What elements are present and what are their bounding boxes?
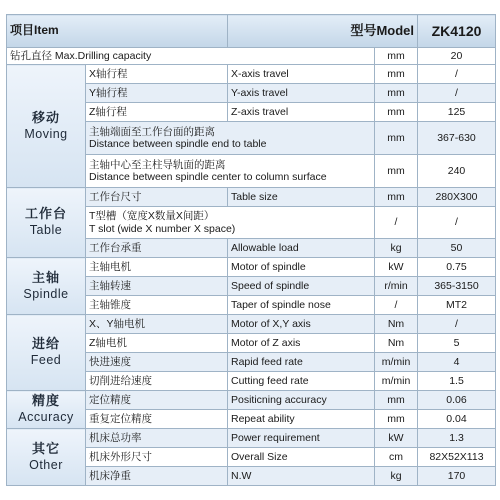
row-label-en: Z-axis travel (228, 103, 375, 122)
group-label-zh: 其它 (31, 440, 60, 456)
row-label-en: X-axis travel (228, 65, 375, 84)
row-label-zh: Z轴行程 (86, 103, 228, 122)
row-unit: mm (375, 122, 418, 155)
group-label-en: Feed (30, 353, 62, 368)
group-label-en: Moving (24, 126, 68, 141)
header-model-value: ZK4120 (418, 15, 496, 48)
row-label-zh: 主轴电机 (86, 258, 228, 277)
group-feed (7, 315, 86, 391)
row-unit: mm (375, 103, 418, 122)
row-value: / (418, 207, 496, 239)
row-label-en: Y-axis travel (228, 84, 375, 103)
row-unit: kW (375, 258, 418, 277)
group-label-zh: 移动 (31, 109, 60, 125)
row-label-zh: 机床外形尺寸 (86, 448, 228, 467)
row-unit: mm (375, 84, 418, 103)
row-label-zh: 快进速度 (86, 353, 228, 372)
row-unit: cm (375, 448, 418, 467)
row-unit: m/min (375, 372, 418, 391)
group-label-en: Other (29, 457, 63, 472)
row-unit: mm (375, 188, 418, 207)
row-label-zh: 主轴转速 (86, 277, 228, 296)
row-label-en: Cutting feed rate (228, 372, 375, 391)
row-label-en: T slot (wide X number X space) (89, 222, 236, 235)
row-value: 1.5 (418, 372, 496, 391)
row-label-en: Power requirement (228, 429, 375, 448)
row-unit: / (375, 207, 418, 239)
row-label-zh: 工作台尺寸 (86, 188, 228, 207)
row-label-en: Motor of spindle (228, 258, 375, 277)
row-label-en: Distance between spindle end to table (89, 138, 267, 150)
group-table (7, 188, 86, 258)
table-row (7, 315, 496, 334)
row-label-zh: Y轴行程 (86, 84, 228, 103)
row-unit: Nm (375, 315, 418, 334)
row-value: 50 (418, 239, 496, 258)
row-unit: kg (375, 239, 418, 258)
row-description (86, 207, 375, 239)
row-unit: kg (375, 467, 418, 486)
row-unit: mm (375, 391, 418, 410)
table-row (7, 258, 496, 277)
row-label-en: Rapid feed rate (228, 353, 375, 372)
row-label-zh: T型槽（宽度X数量X间距） (89, 210, 215, 223)
group-label-en: Spindle (23, 286, 69, 301)
row-label-en: Motor of X,Y axis (228, 315, 375, 334)
row-value: 280X300 (418, 188, 496, 207)
row-value: 82X52X113 (418, 448, 496, 467)
row-value: / (418, 65, 496, 84)
row-unit: r/min (375, 277, 418, 296)
row-label-en: Repeat ability (228, 410, 375, 429)
group-label-zh: 主轴 (31, 269, 60, 285)
row-label-zh: 重复定位精度 (86, 410, 228, 429)
table-row (7, 429, 496, 448)
row-label-en: Speed of spindle (228, 277, 375, 296)
row-label-zh: 主轴锥度 (86, 296, 228, 315)
row-unit: mm (375, 65, 418, 84)
group-label-zh: 精度 (31, 393, 60, 409)
row-value: 1.3 (418, 429, 496, 448)
row-label-zh: 定位精度 (86, 391, 228, 410)
row-value: 240 (418, 155, 496, 188)
row-value: 0.06 (418, 391, 496, 410)
row-label-zh: 工作台承重 (86, 239, 228, 258)
table-row (7, 391, 496, 410)
row-label-en: Allowable load (228, 239, 375, 258)
row-unit: mm (375, 410, 418, 429)
row-value: 4 (418, 353, 496, 372)
row-value: / (418, 315, 496, 334)
group-moving (7, 65, 86, 188)
row-description (86, 155, 375, 188)
row-description (86, 122, 375, 155)
row-label-zh: 机床净重 (86, 467, 228, 486)
row-label-zh: 主轴端面至工作台面的距离 (89, 125, 215, 138)
row-label-zh: 机床总功率 (86, 429, 228, 448)
row-value: 0.75 (418, 258, 496, 277)
row-value: 125 (418, 103, 496, 122)
row-label-en: Taper of spindle nose (228, 296, 375, 315)
header-item-label: 项目Item (7, 15, 228, 48)
group-label-en: Table (29, 223, 63, 238)
row-unit: / (375, 296, 418, 315)
table-row (7, 188, 496, 207)
header-model-label: 型号Model (228, 15, 418, 48)
row-label-zh: Z轴电机 (86, 334, 228, 353)
row-value: 365-3150 (418, 277, 496, 296)
row-label-en: Table size (228, 188, 375, 207)
row-unit: kW (375, 429, 418, 448)
group-spindle (7, 258, 86, 315)
spec-table (6, 14, 496, 486)
group-label-en: Accuracy (18, 410, 74, 425)
row-value: / (418, 84, 496, 103)
row-label-en: Motor of Z axis (228, 334, 375, 353)
row-unit: mm (375, 155, 418, 188)
group-other (7, 429, 86, 486)
row-value: 170 (418, 467, 496, 486)
row-label-zh: 切削进给速度 (86, 372, 228, 391)
row-description: 钻孔直径 Max.Drilling capacity (7, 48, 375, 65)
row-unit: m/min (375, 353, 418, 372)
group-label-zh: 工作台 (24, 206, 67, 222)
table-header-row (7, 15, 496, 48)
group-label-zh: 进给 (31, 336, 60, 352)
row-label-en: Overall Size (228, 448, 375, 467)
row-value: MT2 (418, 296, 496, 315)
group-accuracy (7, 391, 86, 429)
row-value: 20 (418, 48, 496, 65)
row-label-en: N.W (228, 467, 375, 486)
row-label-zh: X、Y轴电机 (86, 315, 228, 334)
row-label-zh: X轴行程 (86, 65, 228, 84)
row-label-en: Distance between spindle center to column surface (89, 171, 327, 183)
table-row (7, 48, 496, 65)
row-label-en: Positicning accuracy (228, 391, 375, 410)
row-unit: Nm (375, 334, 418, 353)
row-label-zh: 主轴中心至主柱导轨面的距离 (89, 158, 226, 171)
row-value: 5 (418, 334, 496, 353)
table-row (7, 65, 496, 84)
row-value: 367-630 (418, 122, 496, 155)
row-unit: mm (375, 48, 418, 65)
row-value: 0.04 (418, 410, 496, 429)
